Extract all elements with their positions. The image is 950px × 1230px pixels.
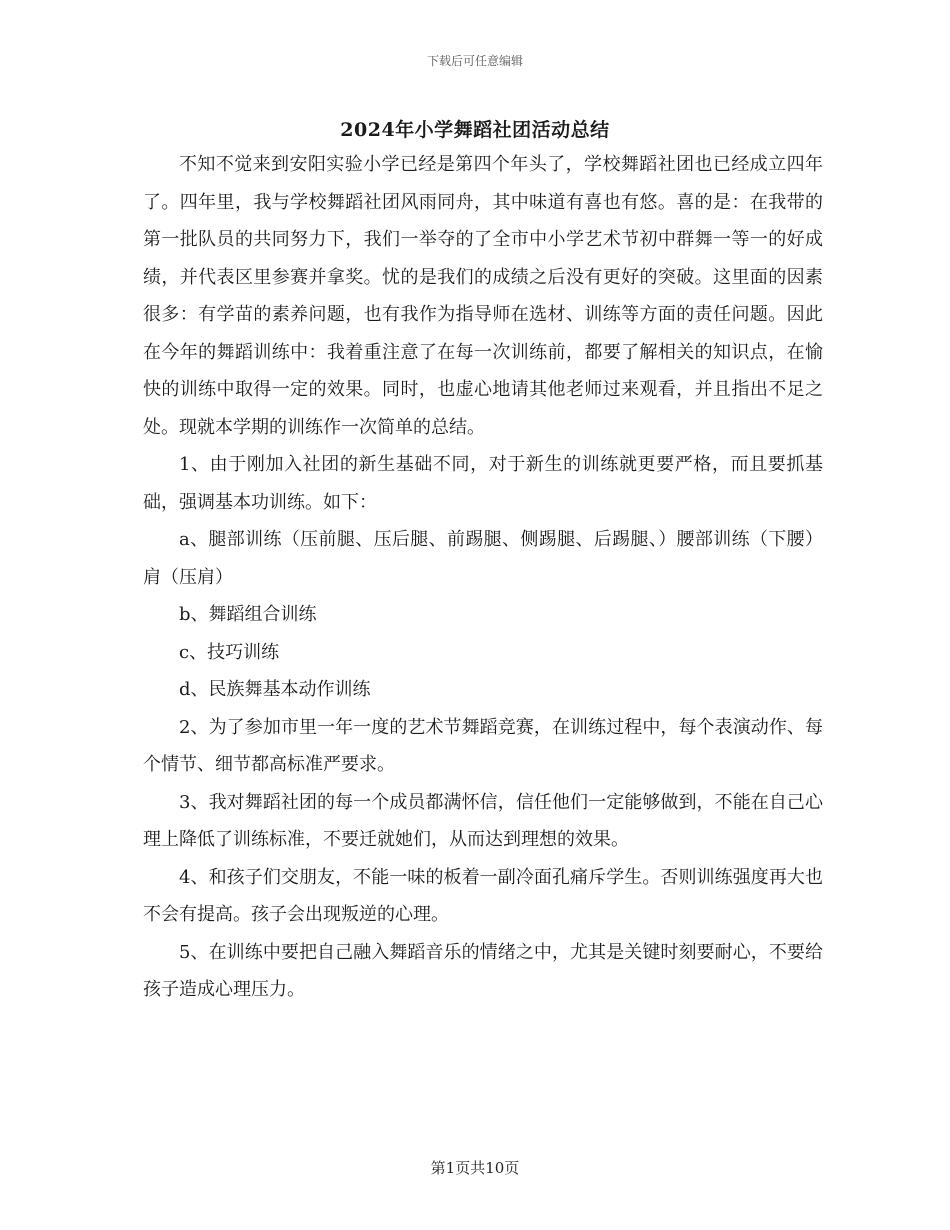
- paragraph: 2、为了参加市里一年一度的艺术节舞蹈竞赛，在训练过程中，每个表演动作、每个情节、细节都高标准严要求。: [143, 716, 823, 775]
- paragraph: a、腿部训练（压前腿、压后腿、前踢腿、侧踢腿、后踢腿、）腰部训练（下腰）肩（压肩）: [143, 529, 823, 588]
- paragraph: 不知不觉来到安阳实验小学已经是第四个年头了，学校舞蹈社团也已经成立四年了。四年里，我与学校舞蹈社团风雨同舟，其中味道有喜也有悠。喜的是：在我带的第一批队员的共同努力下，我们一举夺的了全市中小学艺术节初中群舞一等一的好成绩，并代表区里参赛并拿奖。忧的是我们的成绩之后没有更好的突破。这里面的因素很多：有学苗的素养问题，也有我作为指导师在选材、训练等方面的责任问题。因此在今年的舞蹈训练中：我着重注意了在每一次训练前，都要了解相关的知识点，在愉快的训练中取得一定的效果。同时，也虚心地请其他老师过来观看，并且指出不足之处。现就本学期的训练作一次简单的总结。: [143, 154, 823, 438]
- paragraph: 1、由于刚加入社团的新生基础不同，对于新生的训练就更要严格，而且要抓基础，强调基本功训练。如下：: [143, 454, 823, 513]
- paragraph: b、舞蹈组合训练: [179, 604, 317, 625]
- document-body: [143, 146, 823, 1009]
- page-number-footer: 第1页共10页: [430, 1159, 520, 1177]
- paragraph: 4、和孩子们交朋友，不能一味的板着一副冷面孔痛斥学生。否则训练强度再大也不会有提高。孩子会出现叛逆的心理。: [143, 866, 823, 925]
- page-header-note: 下载后可任意编辑: [426, 54, 523, 68]
- document-title: 2024年小学舞蹈社团活动总结: [340, 119, 610, 141]
- paragraph: 3、我对舞蹈社团的每一个成员都满怀信，信任他们一定能够做到，不能在自己心理上降低了训练标准，不要迁就她们，从而达到理想的效果。: [143, 791, 823, 850]
- paragraph: 5、在训练中要把自己融入舞蹈音乐的情绪之中，尤其是关键时刻要耐心，不要给孩子造成心理压力。: [143, 941, 823, 1000]
- paragraph: d、民族舞基本动作训练: [179, 679, 371, 700]
- paragraph: c、技巧训练: [179, 641, 280, 663]
